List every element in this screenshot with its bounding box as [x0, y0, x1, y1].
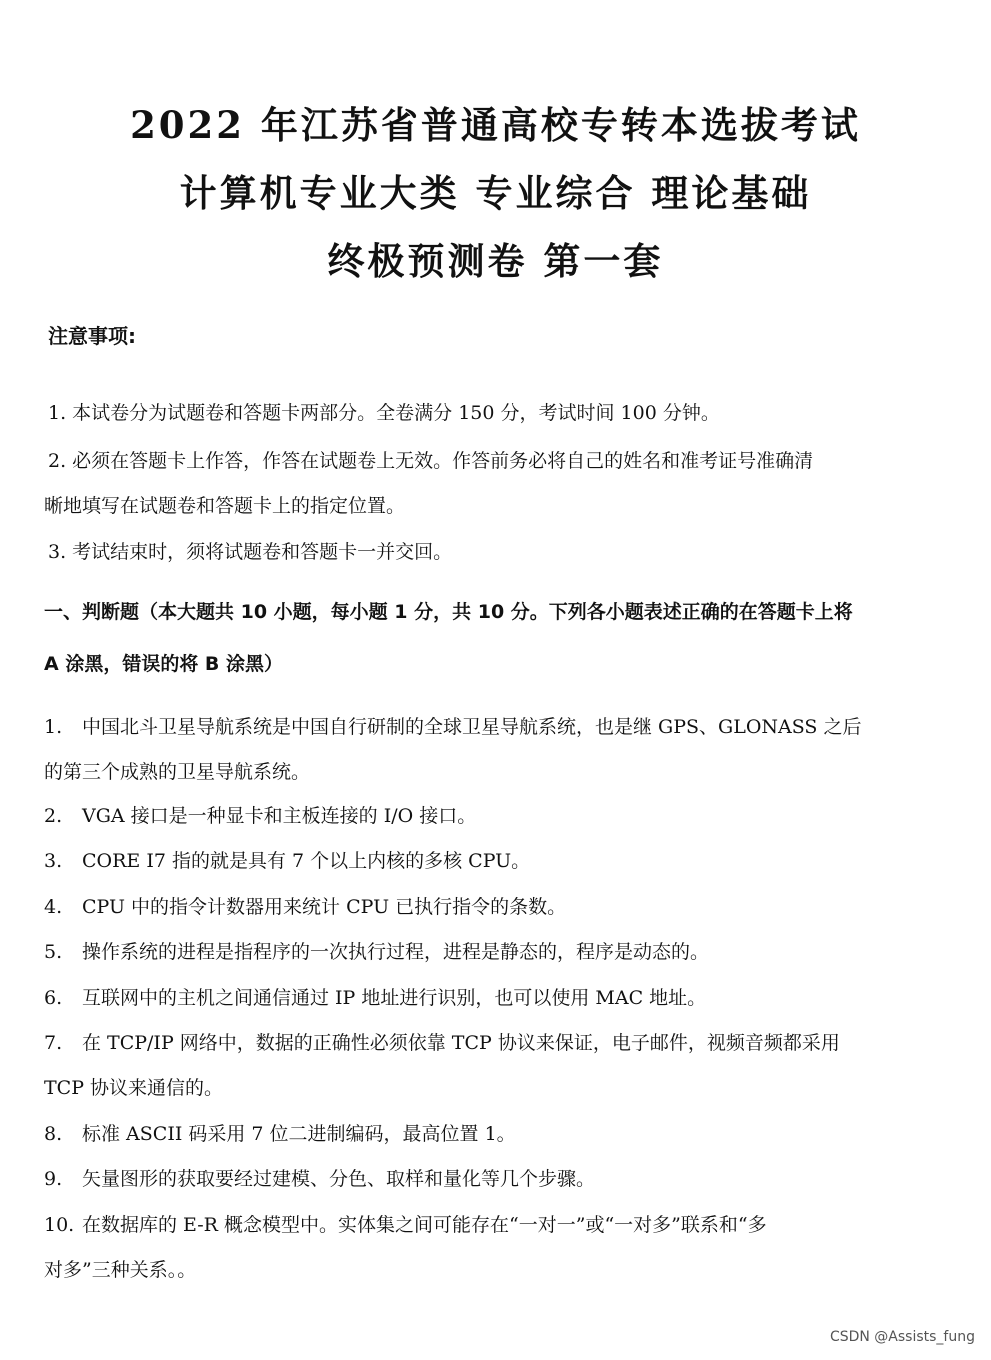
question-1 [44, 712, 861, 739]
question-text: 互联网中的主机之间通信通过 IP 地址进行识别，也可以使用 MAC 地址。 [82, 987, 707, 1009]
notice-item-1: 1. 本试卷分为试题卷和答题卡两部分。全卷满分 150 分，考试时间 100 分钟。 [48, 402, 720, 424]
question-4 [44, 892, 566, 919]
question-7-cont: TCP 协议来通信的。 [44, 1077, 224, 1099]
question-number: 5. [44, 941, 63, 963]
question-number: 2. [44, 805, 63, 827]
question-number: 3. [44, 850, 63, 872]
notice-item-3: 3. 考试结束时，须将试题卷和答题卡一并交回。 [48, 541, 453, 563]
question-number: 10. [44, 1214, 75, 1236]
title-line-2: 计算机专业大类 专业综合 理论基础 [179, 171, 812, 215]
question-text: 在数据库的 E-R 概念模型中。实体集之间可能存在“一对一”或“一对多”联系和“多 [82, 1214, 767, 1236]
question-5 [44, 937, 709, 964]
title-line-3: 终极预测卷 第一套 [327, 239, 664, 283]
question-2 [44, 801, 476, 828]
question-number: 8. [44, 1123, 63, 1145]
question-8 [44, 1119, 516, 1146]
question-number: 6. [44, 987, 63, 1009]
watermark: CSDN @Assists_fung [829, 1329, 975, 1345]
question-10-cont: 对多”三种关系。。 [44, 1259, 197, 1281]
question-1-cont: 的第三个成熟的卫星导航系统。 [44, 761, 311, 783]
question-text: 矢量图形的获取要经过建模、分色、取样和量化等几个步骤。 [82, 1168, 596, 1190]
section-heading: 一、判断题（本大题共 10 小题，每小题 1 分，共 10 分。下列各小题表述正确的在答题卡上将 [44, 601, 853, 623]
question-text: CORE I7 指的就是具有 7 个以上内核的多核 CPU。 [82, 850, 531, 872]
notice-item-2: 2. 必须在答题卡上作答，作答在试题卷上无效。作答前务必将自己的姓名和准考证号准确清 [48, 450, 814, 472]
question-text: 操作系统的进程是指程序的一次执行过程，进程是静态的，程序是动态的。 [82, 941, 710, 963]
notice-heading: 注意事项: [48, 324, 136, 348]
section-heading-cont: A 涂黑，错误的将 B 涂黑） [44, 653, 284, 675]
question-number: 9. [44, 1168, 63, 1190]
question-number: 4. [44, 896, 63, 918]
question-number: 1. [44, 716, 63, 738]
title-line-1: 2022 年江苏省普通高校专转本选拔考试 [130, 103, 861, 147]
question-text: VGA 接口是一种显卡和主板连接的 I/O 接口。 [82, 805, 477, 827]
question-number: 7. [44, 1032, 63, 1054]
notice-item-2-cont: 晰地填写在试题卷和答题卡上的指定位置。 [44, 495, 406, 517]
question-7 [44, 1028, 840, 1055]
question-9 [44, 1164, 595, 1191]
question-3 [44, 846, 530, 873]
question-text: CPU 中的指令计数器用来统计 CPU 已执行指令的条数。 [82, 896, 567, 918]
question-6 [44, 983, 706, 1010]
question-text: 中国北斗卫星导航系统是中国自行研制的全球卫星导航系统，也是继 GPS、GLONASS 之后 [82, 716, 862, 738]
question-text: 在 TCP/IP 网络中，数据的正确性必须依靠 TCP 协议来保证，电子邮件，视频音频都采用 [82, 1032, 840, 1054]
question-10 [44, 1210, 767, 1237]
question-text: 标准 ASCII 码采用 7 位二进制编码，最高位置 1。 [82, 1123, 516, 1145]
